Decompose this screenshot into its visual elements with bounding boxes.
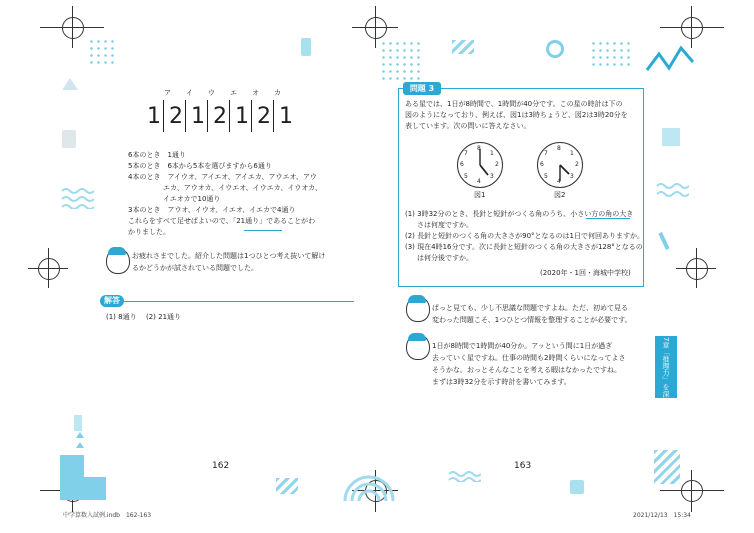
divider-6 — [273, 100, 274, 132]
question-1b: さは何度ですか。 — [417, 221, 473, 229]
decor-block-bottom-left-b — [84, 477, 106, 500]
clock1-num-2: 2 — [495, 161, 499, 168]
clock2-hands — [538, 143, 582, 187]
decor-tri2 — [76, 442, 84, 448]
teacher-avatar-right — [406, 296, 430, 322]
talk-1-line-1: ぱっと見ても、少し不思議な問題ですよね。ただ、初めて見る — [432, 304, 628, 312]
footer-timestamp: 2021/12/13 15:34 — [633, 512, 691, 519]
decor-tri-left — [62, 78, 78, 90]
clock-figure-2 — [537, 142, 583, 188]
seq-5: 2 — [257, 104, 271, 129]
clock1-hands — [458, 143, 502, 187]
question-1a: (1) 3時32分のとき、長針と短針がつくる角のうち、小さい方の角の大き — [405, 210, 634, 218]
talk-2-line-1: 1日が8時間で1時間が40分か。アッという間に1日が過ぎ — [432, 342, 613, 350]
line-sum: これらをすべて足せばよいので、「21通り」であることがわ — [128, 217, 316, 225]
talk-1-line-2: 変わった問題こそ、1つひとつ情報を整理することが必要です。 — [432, 316, 632, 324]
decor-square-left — [62, 130, 76, 148]
seq-6: 1 — [279, 104, 293, 129]
seq-4: 1 — [235, 104, 249, 129]
question-underline — [586, 218, 630, 219]
comment-left — [132, 250, 325, 274]
problem-line-1: ある星では、1日が8時間で、1時間が40分です。この星の時計は下の — [405, 100, 623, 108]
talk-2-line-3: そうかな。おっとそんなことを考える暇はなかったですね。 — [432, 366, 621, 374]
footer-filename: 中学算数入試例.indb 162-163 — [63, 512, 152, 519]
clock1-num-4: 4 — [477, 178, 481, 185]
seq-3: 2 — [213, 104, 227, 129]
clock2-num-2: 2 — [575, 161, 579, 168]
clock2-num-1: 1 — [570, 150, 574, 157]
problem-source: (2020年・1回・海城中学校) — [540, 269, 631, 277]
answer-badge: 解答 — [100, 295, 124, 307]
divider-4 — [229, 100, 230, 132]
teacher-avatar-left — [106, 248, 130, 274]
page-number-left: 162 — [212, 461, 230, 471]
seq-2: 1 — [191, 104, 205, 129]
answer-rule — [124, 301, 354, 302]
decor-square-bottom-right — [570, 480, 584, 494]
divider-1 — [163, 100, 164, 132]
question-3a: (3) 現在4時16分です。次に長針と短針のつくる角の大きさが128°となるの — [405, 243, 643, 251]
line-5: 5本のとき 6本から5本を選びますから6通り — [128, 162, 272, 170]
problem-badge: 問題 3 — [403, 82, 441, 95]
clock1-num-7: 7 — [464, 150, 468, 157]
page-number-right: 163 — [514, 461, 532, 471]
decor-arcs-bottom-center — [339, 463, 399, 503]
katakana-ka: カ — [274, 89, 281, 97]
question-3b: は何分後ですか。 — [417, 254, 473, 262]
katakana-row — [160, 88, 290, 98]
clock2-num-4: 4 — [557, 178, 561, 185]
clock1-num-6: 6 — [460, 161, 464, 168]
decor-stripe-top — [452, 40, 474, 54]
decor-square-right — [662, 128, 680, 146]
problem-line-2: 図のようになっており、例えば、図1は3時ちょうど、図2は3時20分を — [405, 111, 628, 119]
line-4: 4本のとき アイウオ、アイエオ、アイエカ、アウエオ、アウ — [128, 173, 317, 181]
line-3: 3本のとき アウオ、イウオ、イエオ、イエカで4通り — [128, 206, 296, 214]
underline-21 — [244, 230, 282, 231]
decor-stripe-bottom-left — [276, 478, 298, 494]
clock1-num-3: 3 — [490, 173, 494, 180]
decor-dots-top-right — [590, 40, 630, 68]
answer-1: (1) 8通り — [106, 313, 137, 321]
decor-dots-left-top — [88, 38, 118, 68]
clock2-num-3: 3 — [570, 173, 574, 180]
clock2-num-8: 8 — [557, 145, 561, 152]
decor-bar-top — [301, 38, 311, 56]
counting-explanation — [128, 150, 348, 238]
clock-figure-1 — [457, 142, 503, 188]
divider-5 — [251, 100, 252, 132]
answer-2: (2) 21通り — [146, 313, 182, 321]
talk-2 — [432, 340, 625, 388]
divider-2 — [185, 100, 186, 132]
clock2-num-7: 7 — [544, 150, 548, 157]
line-4c: イエオカで10通り — [163, 195, 221, 203]
katakana-u: ウ — [208, 89, 215, 97]
talk-2-line-4: まずは3時32分を示す時計を書いてみます。 — [432, 378, 571, 386]
katakana-a: ア — [164, 89, 171, 97]
problem-text — [405, 99, 628, 132]
decor-wave-left — [60, 185, 94, 209]
clock1-num-1: 1 — [490, 150, 494, 157]
decor-dots-top-center — [380, 40, 420, 80]
seq-0: 1 — [147, 104, 161, 129]
question-2: (2) 長針と短針のつくる角の大きさが90°となるのは1日で何回ありますか。 — [405, 232, 645, 240]
clock1-num-5: 5 — [464, 173, 468, 180]
fig2-label: 図2 — [554, 191, 566, 199]
clock2-num-6: 6 — [540, 161, 544, 168]
line-sum-end: かりました。 — [128, 228, 170, 236]
decor-slash-right — [658, 232, 669, 250]
fig1-label: 図1 — [474, 191, 486, 199]
decor-ring-top — [546, 40, 564, 58]
clock1-num-8: 8 — [477, 145, 481, 152]
decor-tris-left-bottom — [76, 432, 84, 438]
number-sequence — [145, 100, 293, 136]
comment-left-2: るかどうかが試されている問題でした。 — [132, 264, 258, 272]
problem-line-3: 表しています。次の問いに答えなさい。 — [405, 122, 531, 130]
talk-1 — [432, 302, 632, 326]
comment-left-1: お疲れさまでした。紹介した問題は1つひとつ考え抜いて解け — [132, 252, 326, 260]
katakana-e: エ — [230, 89, 237, 97]
decor-bar-left-bottom — [74, 415, 82, 431]
katakana-i: イ — [186, 89, 193, 97]
decor-stripe-bottom-right — [654, 450, 680, 484]
katakana-o: オ — [252, 89, 259, 97]
talk-2-line-2: 去っていく星ですね。仕事の時間も2時間くらいになってよさ — [432, 354, 626, 362]
seq-1: 2 — [169, 104, 183, 129]
line-4b: エカ、アウオカ、イウエオ、イウエカ、イウオカ、 — [163, 184, 322, 192]
decor-zigzag-top-right — [645, 40, 695, 80]
clock2-num-5: 5 — [544, 173, 548, 180]
divider-3 — [207, 100, 208, 132]
decor-block-bottom-left-a — [60, 455, 84, 500]
decor-wave-bottom — [447, 468, 481, 482]
decor-wave-right — [655, 180, 689, 204]
chapter-side-tab: 7章「推理力」を深めよう — [655, 336, 677, 398]
teacher-avatar-right-2 — [406, 334, 430, 360]
line-6: 6本のとき 1通り — [128, 151, 186, 159]
